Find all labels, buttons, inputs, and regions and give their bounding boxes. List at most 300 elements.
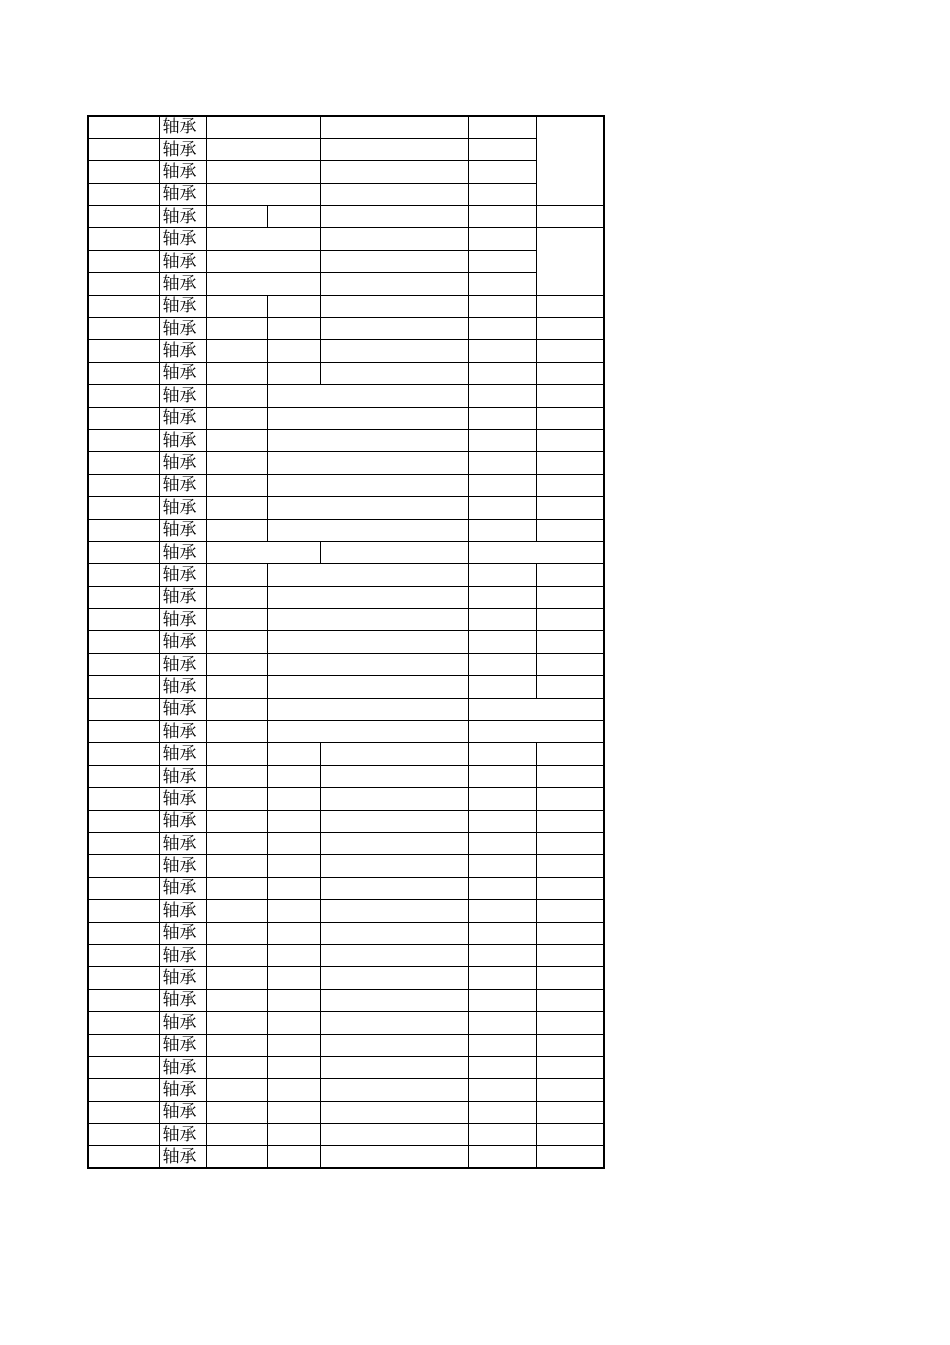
cell[interactable] (468, 653, 536, 675)
cell[interactable] (468, 1101, 536, 1123)
row-label-cell[interactable]: 轴承 (159, 295, 206, 317)
cell[interactable] (267, 519, 468, 541)
cell[interactable] (468, 944, 536, 966)
row-label-cell[interactable]: 轴承 (159, 407, 206, 429)
cell[interactable] (206, 429, 267, 451)
cell[interactable] (206, 833, 267, 855)
cell[interactable] (206, 877, 267, 899)
cell[interactable] (320, 362, 468, 384)
cell[interactable] (206, 900, 267, 922)
row-label-cell[interactable]: 轴承 (159, 474, 206, 496)
cell[interactable] (320, 250, 468, 272)
cell[interactable] (206, 721, 267, 743)
cell[interactable] (536, 653, 604, 675)
cell[interactable] (88, 519, 159, 541)
cell[interactable] (206, 1034, 267, 1056)
cell[interactable] (468, 452, 536, 474)
cell[interactable] (267, 429, 468, 451)
cell[interactable] (320, 1079, 468, 1101)
cell[interactable] (468, 967, 536, 989)
cell[interactable] (267, 474, 468, 496)
cell[interactable] (267, 788, 320, 810)
row-label-cell[interactable]: 轴承 (159, 250, 206, 272)
cell[interactable] (88, 564, 159, 586)
cell[interactable] (468, 497, 536, 519)
cell[interactable] (206, 609, 267, 631)
cell[interactable] (88, 250, 159, 272)
cell[interactable] (267, 967, 320, 989)
cell[interactable] (88, 989, 159, 1011)
cell[interactable] (468, 318, 536, 340)
cell[interactable] (88, 362, 159, 384)
cell[interactable] (536, 452, 604, 474)
row-label-cell[interactable]: 轴承 (159, 855, 206, 877)
cell[interactable] (267, 698, 468, 720)
cell[interactable] (88, 497, 159, 519)
cell[interactable] (88, 116, 159, 138)
row-label-cell[interactable]: 轴承 (159, 1034, 206, 1056)
cell[interactable] (88, 1146, 159, 1168)
cell[interactable] (206, 228, 320, 250)
cell[interactable] (468, 541, 604, 563)
row-label-cell[interactable]: 轴承 (159, 922, 206, 944)
row-label-cell[interactable]: 轴承 (159, 810, 206, 832)
cell[interactable] (206, 586, 267, 608)
cell[interactable] (468, 250, 536, 272)
cell[interactable] (320, 228, 468, 250)
cell[interactable] (468, 1056, 536, 1078)
cell[interactable] (536, 497, 604, 519)
cell[interactable] (536, 676, 604, 698)
cell[interactable] (206, 138, 320, 160)
row-label-cell[interactable]: 轴承 (159, 564, 206, 586)
cell[interactable] (536, 385, 604, 407)
row-label-cell[interactable]: 轴承 (159, 944, 206, 966)
row-label-cell[interactable]: 轴承 (159, 183, 206, 205)
cell[interactable] (206, 676, 267, 698)
cell[interactable] (88, 474, 159, 496)
row-label-cell[interactable]: 轴承 (159, 653, 206, 675)
cell[interactable] (536, 855, 604, 877)
cell[interactable] (206, 474, 267, 496)
cell[interactable] (320, 1012, 468, 1034)
row-label-cell[interactable]: 轴承 (159, 989, 206, 1011)
cell[interactable] (206, 922, 267, 944)
cell[interactable] (88, 609, 159, 631)
cell[interactable] (267, 1012, 320, 1034)
row-label-cell[interactable]: 轴承 (159, 318, 206, 340)
table-row (88, 385, 604, 407)
row-label-cell[interactable]: 轴承 (159, 609, 206, 631)
cell[interactable] (206, 318, 267, 340)
cell[interactable] (320, 273, 468, 295)
cell[interactable] (468, 1079, 536, 1101)
cell[interactable] (536, 1012, 604, 1034)
cell[interactable] (88, 1056, 159, 1078)
cell[interactable] (267, 1056, 320, 1078)
cell[interactable] (320, 1056, 468, 1078)
cell[interactable] (88, 698, 159, 720)
cell[interactable] (468, 721, 604, 743)
cell[interactable] (206, 206, 267, 228)
cell[interactable] (468, 519, 536, 541)
cell[interactable] (267, 497, 468, 519)
cell[interactable] (468, 138, 536, 160)
row-label-cell[interactable]: 轴承 (159, 497, 206, 519)
cell[interactable] (468, 810, 536, 832)
row-label-cell[interactable]: 轴承 (159, 698, 206, 720)
cell[interactable] (206, 295, 267, 317)
cell[interactable] (468, 989, 536, 1011)
cell[interactable] (206, 452, 267, 474)
cell[interactable] (267, 855, 320, 877)
cell[interactable] (88, 407, 159, 429)
cell[interactable] (206, 1101, 267, 1123)
cell[interactable] (320, 340, 468, 362)
cell[interactable] (536, 944, 604, 966)
cell[interactable] (468, 295, 536, 317)
cell[interactable] (468, 788, 536, 810)
cell[interactable] (536, 1146, 604, 1168)
cell[interactable] (468, 586, 536, 608)
cell[interactable] (267, 609, 468, 631)
row-label-cell[interactable]: 轴承 (159, 900, 206, 922)
cell[interactable] (206, 407, 267, 429)
cell[interactable] (320, 765, 468, 787)
cell[interactable] (320, 810, 468, 832)
cell[interactable] (320, 541, 468, 563)
cell[interactable] (320, 1034, 468, 1056)
cell[interactable] (536, 609, 604, 631)
row-label-cell[interactable]: 轴承 (159, 228, 206, 250)
cell[interactable] (267, 586, 468, 608)
row-label-cell[interactable]: 轴承 (159, 631, 206, 653)
row-label-cell[interactable]: 轴承 (159, 1101, 206, 1123)
cell[interactable] (536, 295, 604, 317)
cell[interactable] (468, 1034, 536, 1056)
cell[interactable] (468, 833, 536, 855)
cell[interactable] (320, 206, 468, 228)
row-label-cell[interactable]: 轴承 (159, 833, 206, 855)
cell[interactable] (206, 497, 267, 519)
cell[interactable] (267, 295, 320, 317)
cell[interactable] (468, 228, 536, 250)
cell[interactable] (267, 676, 468, 698)
cell[interactable] (320, 922, 468, 944)
cell[interactable] (536, 519, 604, 541)
cell[interactable] (206, 116, 320, 138)
cell[interactable] (88, 273, 159, 295)
cell[interactable] (468, 676, 536, 698)
cell[interactable] (536, 1056, 604, 1078)
cell[interactable] (88, 631, 159, 653)
cell[interactable] (468, 900, 536, 922)
cell[interactable] (206, 519, 267, 541)
cell[interactable] (536, 474, 604, 496)
cell[interactable] (468, 385, 536, 407)
row-label-cell[interactable]: 轴承 (159, 1146, 206, 1168)
cell[interactable] (206, 989, 267, 1011)
cell[interactable] (267, 900, 320, 922)
cell[interactable] (88, 541, 159, 563)
row-label-cell[interactable]: 轴承 (159, 385, 206, 407)
row-label-cell[interactable]: 轴承 (159, 429, 206, 451)
cell[interactable] (267, 1146, 320, 1168)
row-label-cell[interactable]: 轴承 (159, 967, 206, 989)
cell[interactable] (536, 362, 604, 384)
row-label-cell[interactable]: 轴承 (159, 765, 206, 787)
cell[interactable] (536, 1079, 604, 1101)
cell[interactable] (206, 1056, 267, 1078)
cell[interactable] (88, 1034, 159, 1056)
cell[interactable] (267, 362, 320, 384)
row-label-cell[interactable]: 轴承 (159, 877, 206, 899)
cell[interactable] (536, 967, 604, 989)
cell[interactable] (320, 318, 468, 340)
cell[interactable] (468, 362, 536, 384)
cell[interactable] (206, 385, 267, 407)
cell[interactable] (320, 161, 468, 183)
cell[interactable] (536, 833, 604, 855)
cell[interactable] (88, 1079, 159, 1101)
cell[interactable] (267, 653, 468, 675)
cell[interactable] (206, 944, 267, 966)
cell[interactable] (206, 1146, 267, 1168)
cell[interactable] (88, 788, 159, 810)
cell[interactable] (320, 967, 468, 989)
cell[interactable] (206, 362, 267, 384)
cell[interactable] (320, 989, 468, 1011)
cell[interactable] (468, 1124, 536, 1146)
cell[interactable] (206, 1124, 267, 1146)
cell[interactable] (88, 1124, 159, 1146)
cell[interactable] (320, 295, 468, 317)
cell[interactable] (536, 206, 604, 228)
cell[interactable] (88, 765, 159, 787)
cell[interactable] (88, 1101, 159, 1123)
cell[interactable] (536, 429, 604, 451)
row-label-cell[interactable]: 轴承 (159, 1124, 206, 1146)
cell[interactable] (468, 116, 536, 138)
cell[interactable] (536, 922, 604, 944)
cell[interactable] (88, 340, 159, 362)
cell[interactable] (320, 1146, 468, 1168)
cell[interactable] (468, 855, 536, 877)
cell[interactable] (88, 385, 159, 407)
cell[interactable] (536, 788, 604, 810)
cell[interactable] (206, 967, 267, 989)
row-label-cell[interactable]: 轴承 (159, 362, 206, 384)
table-row (88, 631, 604, 653)
cell[interactable] (468, 698, 604, 720)
cell[interactable] (88, 161, 159, 183)
cell[interactable] (320, 1124, 468, 1146)
cell[interactable] (88, 922, 159, 944)
cell[interactable] (88, 228, 159, 250)
cell[interactable] (468, 340, 536, 362)
row-label-cell[interactable]: 轴承 (159, 340, 206, 362)
cell[interactable] (206, 810, 267, 832)
row-label-cell[interactable]: 轴承 (159, 206, 206, 228)
cell[interactable] (468, 474, 536, 496)
cell[interactable] (468, 564, 536, 586)
cell[interactable] (468, 1012, 536, 1034)
cell[interactable] (320, 116, 468, 138)
cell[interactable] (267, 340, 320, 362)
cell[interactable] (267, 810, 320, 832)
cell[interactable] (88, 138, 159, 160)
cell[interactable] (320, 833, 468, 855)
cell[interactable] (88, 429, 159, 451)
cell[interactable] (468, 429, 536, 451)
cell[interactable] (88, 183, 159, 205)
cell[interactable] (88, 967, 159, 989)
cell[interactable] (536, 340, 604, 362)
cell[interactable] (468, 877, 536, 899)
cell[interactable] (206, 765, 267, 787)
cell[interactable] (206, 1079, 267, 1101)
cell[interactable] (88, 944, 159, 966)
row-label-cell[interactable]: 轴承 (159, 1012, 206, 1034)
cell[interactable] (206, 1012, 267, 1034)
cell[interactable] (267, 833, 320, 855)
cell[interactable] (206, 855, 267, 877)
cell[interactable] (267, 564, 468, 586)
cell[interactable] (88, 676, 159, 698)
cell[interactable] (320, 1101, 468, 1123)
cell[interactable] (536, 1124, 604, 1146)
row-label-cell[interactable]: 轴承 (159, 1079, 206, 1101)
cell[interactable] (267, 318, 320, 340)
cell[interactable] (267, 1034, 320, 1056)
row-label-cell[interactable]: 轴承 (159, 116, 206, 138)
cell[interactable] (267, 1079, 320, 1101)
row-label-cell[interactable]: 轴承 (159, 541, 206, 563)
cell[interactable] (88, 452, 159, 474)
cell[interactable] (267, 631, 468, 653)
cell[interactable] (88, 653, 159, 675)
cell[interactable] (536, 564, 604, 586)
cell[interactable] (267, 1101, 320, 1123)
cell[interactable] (88, 721, 159, 743)
cell[interactable] (536, 586, 604, 608)
cell[interactable] (468, 765, 536, 787)
row-label-cell[interactable]: 轴承 (159, 519, 206, 541)
cell[interactable] (88, 586, 159, 608)
cell[interactable] (468, 161, 536, 183)
cell[interactable] (468, 922, 536, 944)
cell[interactable] (88, 833, 159, 855)
cell[interactable] (206, 541, 320, 563)
cell[interactable] (320, 183, 468, 205)
row-label-cell[interactable]: 轴承 (159, 676, 206, 698)
row-label-cell[interactable]: 轴承 (159, 586, 206, 608)
cell[interactable] (267, 743, 320, 765)
row-label-cell[interactable]: 轴承 (159, 138, 206, 160)
row-label-cell[interactable]: 轴承 (159, 452, 206, 474)
row-label-cell[interactable]: 轴承 (159, 1056, 206, 1078)
cell[interactable] (536, 989, 604, 1011)
cell[interactable] (206, 183, 320, 205)
cell[interactable] (88, 743, 159, 765)
cell[interactable] (206, 743, 267, 765)
row-label-cell[interactable]: 轴承 (159, 273, 206, 295)
cell[interactable] (267, 765, 320, 787)
cell[interactable] (88, 295, 159, 317)
cell[interactable] (468, 631, 536, 653)
cell[interactable] (468, 1146, 536, 1168)
cell[interactable] (320, 944, 468, 966)
cell[interactable] (88, 877, 159, 899)
cell[interactable] (320, 877, 468, 899)
cell[interactable] (320, 788, 468, 810)
cell[interactable] (267, 877, 320, 899)
cell[interactable] (88, 206, 159, 228)
cell[interactable] (320, 900, 468, 922)
cell[interactable] (267, 407, 468, 429)
cell[interactable] (267, 452, 468, 474)
table-row (88, 295, 604, 317)
cell[interactable] (468, 609, 536, 631)
cell[interactable] (468, 206, 536, 228)
cell[interactable] (88, 900, 159, 922)
cell[interactable] (88, 855, 159, 877)
cell[interactable] (536, 631, 604, 653)
cell[interactable] (206, 631, 267, 653)
cell[interactable] (468, 407, 536, 429)
cell[interactable] (320, 138, 468, 160)
cell[interactable] (468, 183, 536, 205)
cell[interactable] (536, 743, 604, 765)
row-label-cell[interactable]: 轴承 (159, 721, 206, 743)
cell[interactable] (206, 250, 320, 272)
cell[interactable] (536, 1101, 604, 1123)
cell[interactable] (320, 855, 468, 877)
cell[interactable] (206, 564, 267, 586)
cell[interactable] (536, 318, 604, 340)
cell[interactable] (536, 765, 604, 787)
cell[interactable] (468, 743, 536, 765)
cell[interactable] (267, 989, 320, 1011)
cell[interactable] (206, 340, 267, 362)
cell[interactable] (536, 877, 604, 899)
cell[interactable] (206, 161, 320, 183)
cell[interactable] (536, 1034, 604, 1056)
cell[interactable] (88, 810, 159, 832)
cell[interactable] (206, 788, 267, 810)
cell[interactable] (206, 698, 267, 720)
cell[interactable] (267, 944, 320, 966)
table-row (88, 362, 604, 384)
cell[interactable] (206, 653, 267, 675)
cell[interactable] (536, 900, 604, 922)
cell[interactable] (267, 721, 468, 743)
cell[interactable] (536, 810, 604, 832)
cell[interactable] (267, 385, 468, 407)
cell[interactable] (206, 273, 320, 295)
row-label-cell[interactable]: 轴承 (159, 161, 206, 183)
row-label-cell[interactable]: 轴承 (159, 743, 206, 765)
cell[interactable] (88, 318, 159, 340)
cell[interactable] (468, 273, 536, 295)
cell[interactable] (267, 206, 320, 228)
cell[interactable] (267, 922, 320, 944)
cell[interactable] (536, 407, 604, 429)
cell[interactable] (88, 1012, 159, 1034)
cell[interactable] (320, 743, 468, 765)
row-label-cell[interactable]: 轴承 (159, 788, 206, 810)
cell[interactable] (267, 1124, 320, 1146)
